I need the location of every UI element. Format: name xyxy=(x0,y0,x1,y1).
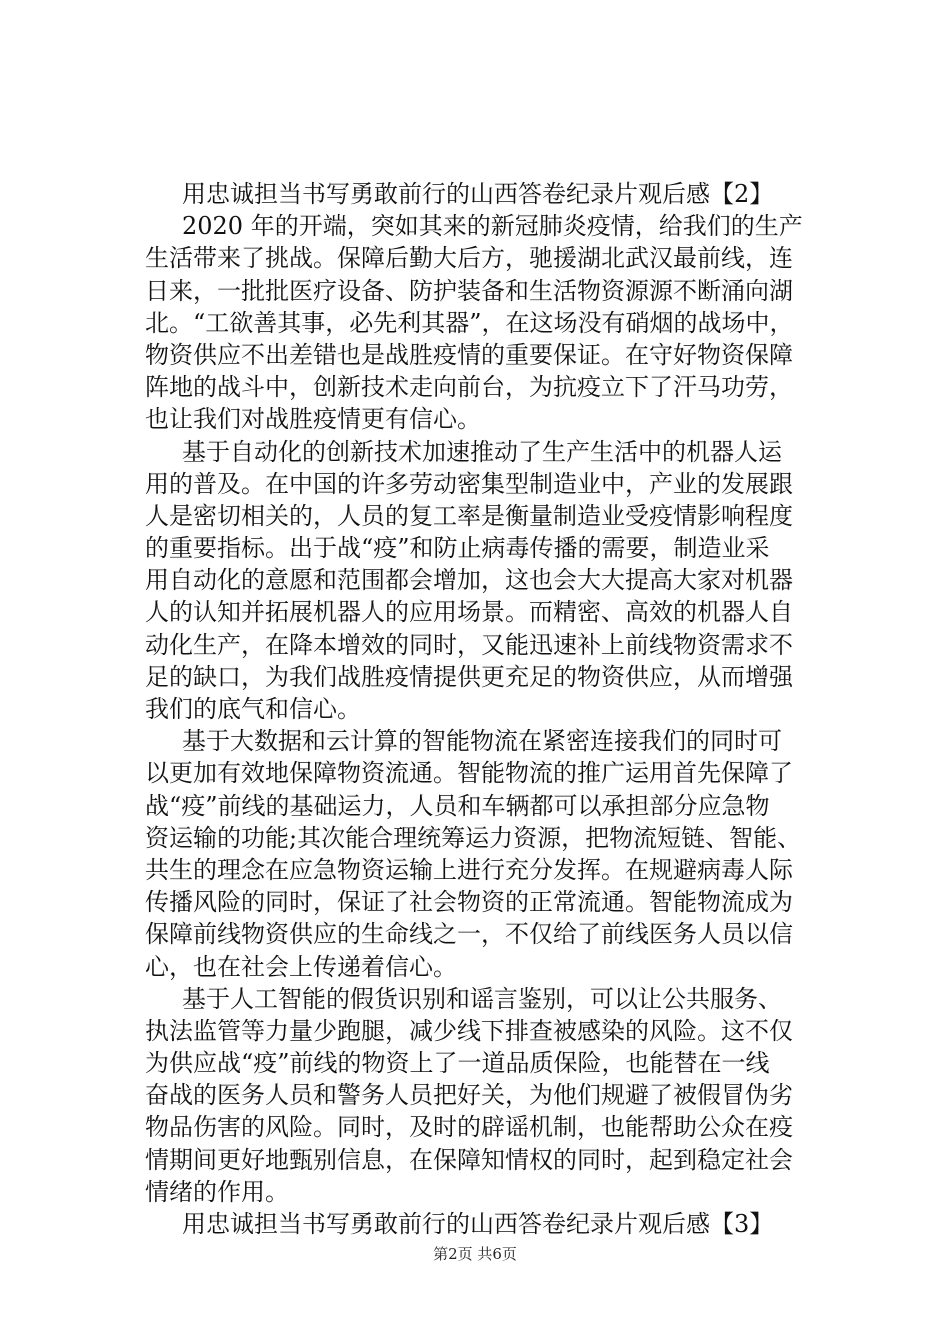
text-line: 共生的理念在应急物资运输上进行充分发挥。在规避病毒人际 xyxy=(145,855,793,884)
text-line: 奋战的医务人员和警务人员把好关，为他们规避了被假冒伪劣 xyxy=(145,1081,793,1110)
paragraph-2 xyxy=(145,436,825,726)
text-line: 人是密切相关的，人员的复工率是衡量制造业受疫情影响程度 xyxy=(145,501,793,530)
text-line: 动化生产，在降本增效的同时，又能迅速补上前线物资需求不 xyxy=(145,630,793,659)
paragraph-3 xyxy=(145,725,825,983)
paragraph-4 xyxy=(145,983,825,1208)
text-line: 用的普及。在中国的许多劳动密集型制造业中，产业的发展跟 xyxy=(145,469,793,498)
text-line: 保障前线物资供应的生命线之一，不仅给了前线医务人员以信 xyxy=(145,920,793,949)
text-line: 传播风险的同时，保证了社会物资的正常流通。智能物流成为 xyxy=(145,888,793,917)
text-line: 基于大数据和云计算的智能物流在紧密连接我们的同时可 xyxy=(182,727,782,756)
text-line: 也让我们对战胜疫情更有信心。 xyxy=(145,405,481,434)
text-line: 我们的底气和信心。 xyxy=(145,695,361,723)
text-line: 物资供应不出差错也是战胜疫情的重要保证。在守好物资保障 xyxy=(145,340,793,369)
text-line: 阵地的战斗中，创新技术走向前台，为抗疫立下了汗马功劳， xyxy=(145,373,793,402)
text-line: 心，也在社会上传递着信心。 xyxy=(145,952,457,981)
text-line: 基于人工智能的假货识别和谣言鉴别，可以让公共服务、 xyxy=(182,984,782,1013)
text-line: 战“疫”前线的基础运力，人员和车辆都可以承担部分应急物 xyxy=(145,791,770,820)
text-line: 以更加有效地保障物资流通。智能物流的推广运用首先保障了 xyxy=(145,759,793,788)
text-line: 资运输的功能;其次能合理统筹运力资源，把物流短链、智能、 xyxy=(145,823,802,852)
text-line: 人的认知并拓展机器人的应用场景。而精密、高效的机器人自 xyxy=(145,598,793,627)
text-line: 足的缺口，为我们战胜疫情提供更充足的物资供应，从而增强 xyxy=(145,662,793,691)
text-line: 生活带来了挑战。保障后勤大后方，驰援湖北武汉最前线，连 xyxy=(145,244,793,273)
text-line: 日来，一批批医疗设备、防护装备和生活物资源源不断涌向湖 xyxy=(145,276,793,305)
heading-line: 用忠诚担当书写勇敢前行的山西答卷纪录片观后感【3】 xyxy=(182,1210,774,1238)
page-footer: 第2页 共6页 xyxy=(433,1245,517,1263)
document-body xyxy=(145,178,825,1240)
text-line: 情绪的作用。 xyxy=(145,1177,289,1206)
text-line: 的重要指标。出于战“疫”和防止病毒传播的需要，制造业采 xyxy=(145,534,770,563)
text-line: 基于自动化的创新技术加速推动了生产生活中的机器人运 xyxy=(182,437,782,466)
text-line: 情期间更好地甄别信息，在保障知情权的同时，起到稳定社会 xyxy=(145,1145,793,1174)
text-line: 为供应战“疫”前线的物资上了一道品质保险，也能替在一线 xyxy=(145,1049,770,1078)
text-line: 北。“工欲善其事，必先利其器”，在这场没有硝烟的战场中， xyxy=(145,308,794,337)
text-line: 物品伤害的风险。同时，及时的辟谣机制，也能帮助公众在疫 xyxy=(145,1113,793,1142)
heading-line: 用忠诚担当书写勇敢前行的山西答卷纪录片观后感【2】 xyxy=(182,180,774,208)
section-title-3 xyxy=(145,1208,825,1240)
text-line: 2020 年的开端，突如其来的新冠肺炎疫情，给我们的生产 xyxy=(182,212,803,241)
text-line: 用自动化的意愿和范围都会增加，这也会大大提高大家对机器 xyxy=(145,566,793,595)
text-line: 执法监管等力量少跑腿，减少线下排查被感染的风险。这不仅 xyxy=(145,1016,793,1045)
section-title-2 xyxy=(145,178,825,210)
paragraph-1 xyxy=(145,210,825,435)
